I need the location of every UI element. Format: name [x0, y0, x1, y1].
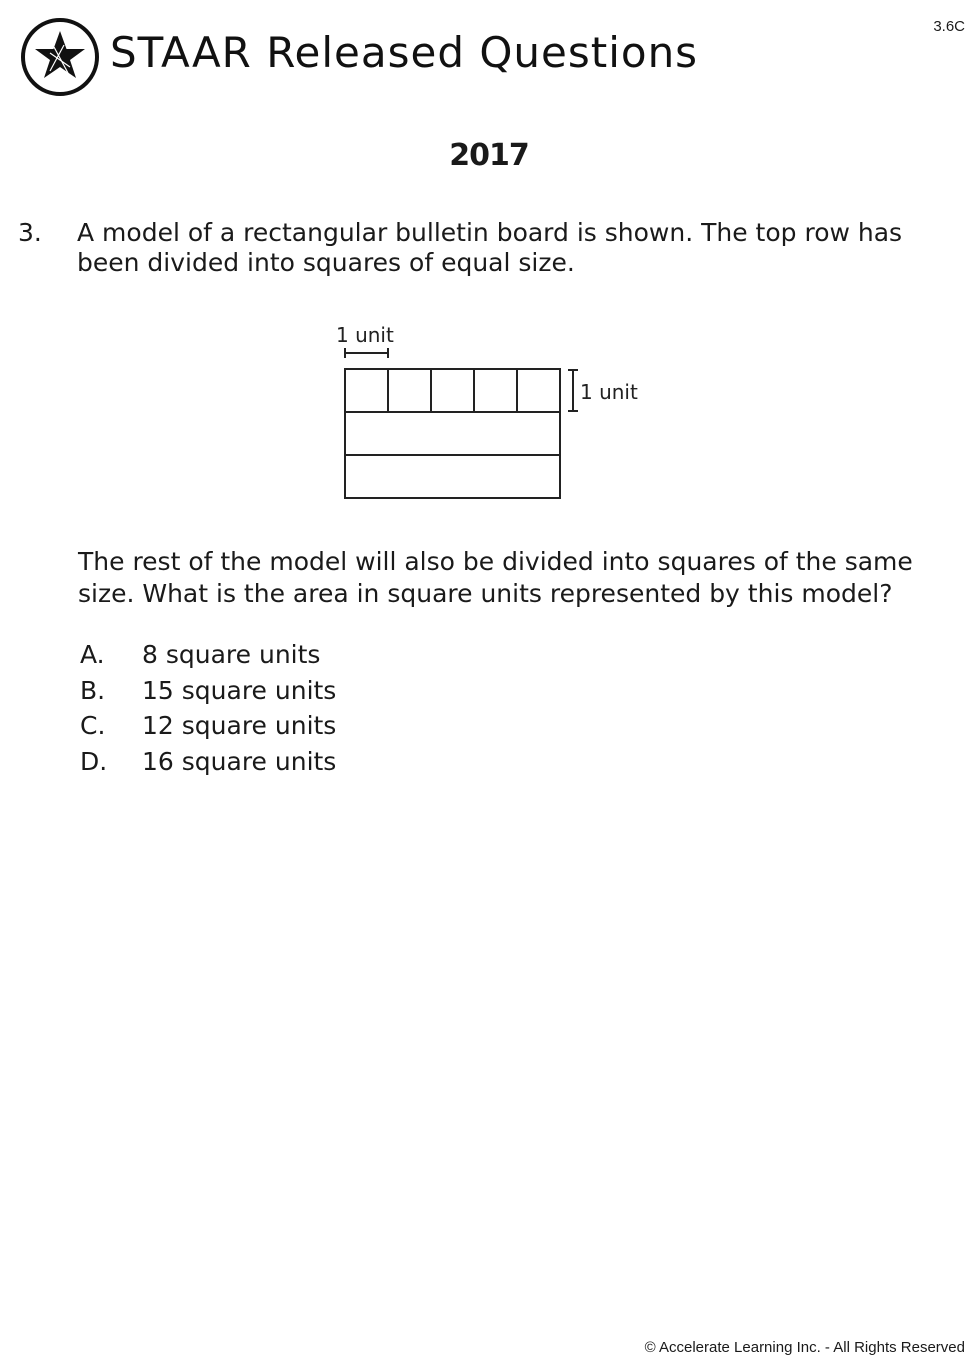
top-unit-bracket — [345, 348, 388, 358]
page-title: STAAR Released Questions — [110, 28, 699, 77]
side-unit-bracket — [568, 370, 578, 411]
question-number: 3. — [18, 218, 42, 247]
choice-letter: B. — [80, 675, 106, 705]
choice-text: 16 square units — [142, 746, 337, 776]
choice-a[interactable] — [80, 640, 336, 676]
board-outline — [345, 369, 560, 498]
choice-text: 8 square units — [142, 640, 321, 669]
choice-b[interactable] — [80, 676, 336, 712]
choice-text: 12 square units — [142, 711, 337, 740]
side-unit-label: 1 unit — [580, 380, 638, 404]
question-text: A model of a rectangular bulletin board is shown. The top row has been divided into squares of equal size. — [77, 218, 903, 277]
choice-letter: D. — [80, 746, 108, 776]
star-badge-icon — [20, 17, 100, 97]
top-unit-label: 1 unit — [336, 323, 394, 347]
copyright-footer: © Accelerate Learning Inc. - All Rights Reserved — [644, 1339, 965, 1356]
standard-code: 3.6C — [933, 18, 965, 35]
answer-choices — [80, 640, 336, 782]
choice-letter: A. — [80, 640, 105, 669]
choice-text: 15 square units — [142, 675, 337, 705]
year-heading: 2017 — [449, 138, 529, 173]
choice-c[interactable] — [80, 711, 336, 747]
followup-text: The rest of the model will also be divided into squares of the same size. What is the area in square units represented by this model? — [78, 547, 913, 608]
choice-d[interactable] — [80, 747, 336, 783]
choice-letter: C. — [80, 711, 106, 740]
